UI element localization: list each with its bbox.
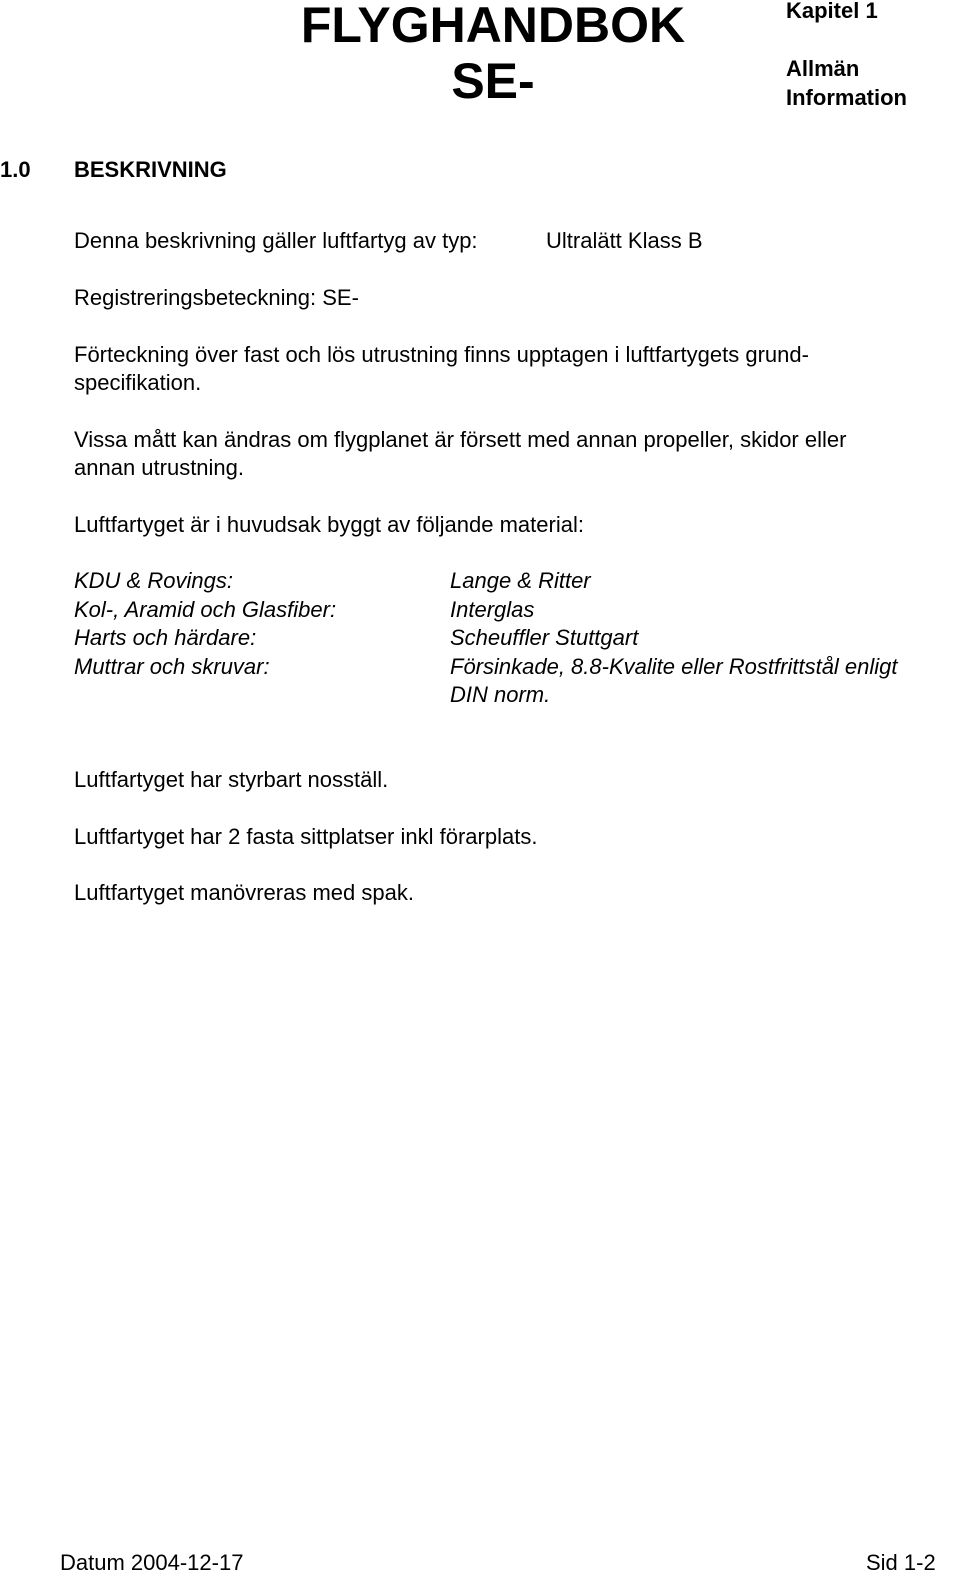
- aircraft-type-label: Denna beskrivning gäller luftfartyg av typ:: [74, 228, 478, 253]
- seats-text: Luftfartyget har 2 fasta sittplatser inkl förarplats.: [74, 824, 538, 849]
- footer-date: Datum 2004-12-17: [60, 1550, 244, 1575]
- material-value: Interglas: [450, 597, 535, 622]
- material-value: Scheuffler Stuttgart: [450, 625, 639, 650]
- material-intro-text: Luftfartyget är i huvudsak byggt av följande material:: [74, 512, 584, 537]
- material-label: Harts och härdare:: [74, 625, 257, 650]
- section-name-line1: Allmän: [786, 56, 860, 81]
- footer-page-number: Sid 1-2: [866, 1550, 936, 1575]
- material-value: Lange & Ritter: [450, 568, 591, 593]
- material-value: Försinkade, 8.8-Kvalite eller Rostfrittstål enligt: [450, 654, 898, 679]
- section-number: 1.0: [0, 157, 31, 182]
- section-heading: BESKRIVNING: [74, 157, 227, 182]
- dimensions-text-line2: annan utrustning.: [74, 455, 245, 480]
- material-label: KDU & Rovings:: [74, 568, 233, 593]
- dimensions-text-line1: Vissa mått kan ändras om flygplanet är försett med annan propeller, skidor eller: [74, 427, 847, 452]
- material-value-line2: DIN norm.: [450, 682, 551, 707]
- aircraft-type-value: Ultralätt Klass B: [546, 228, 703, 253]
- equipment-text-line1: Förteckning över fast och lös utrustning finns upptagen i luftfartygets grund-: [74, 342, 809, 367]
- material-label: Kol-, Aramid och Glasfiber:: [74, 597, 337, 622]
- equipment-text-line2: specifikation.: [74, 370, 202, 395]
- document-title-line1: FLYGHANDBOK: [300, 0, 686, 53]
- nose-gear-text: Luftfartyget har styrbart nosställ.: [74, 767, 389, 792]
- control-text: Luftfartyget manövreras med spak.: [74, 880, 414, 905]
- chapter-label: Kapitel 1: [786, 0, 878, 23]
- document-title-line2: SE-: [451, 53, 535, 109]
- material-label: Muttrar och skruvar:: [74, 654, 270, 679]
- registration-text: Registreringsbeteckning: SE-: [74, 285, 359, 310]
- section-name-line2: Information: [786, 85, 907, 110]
